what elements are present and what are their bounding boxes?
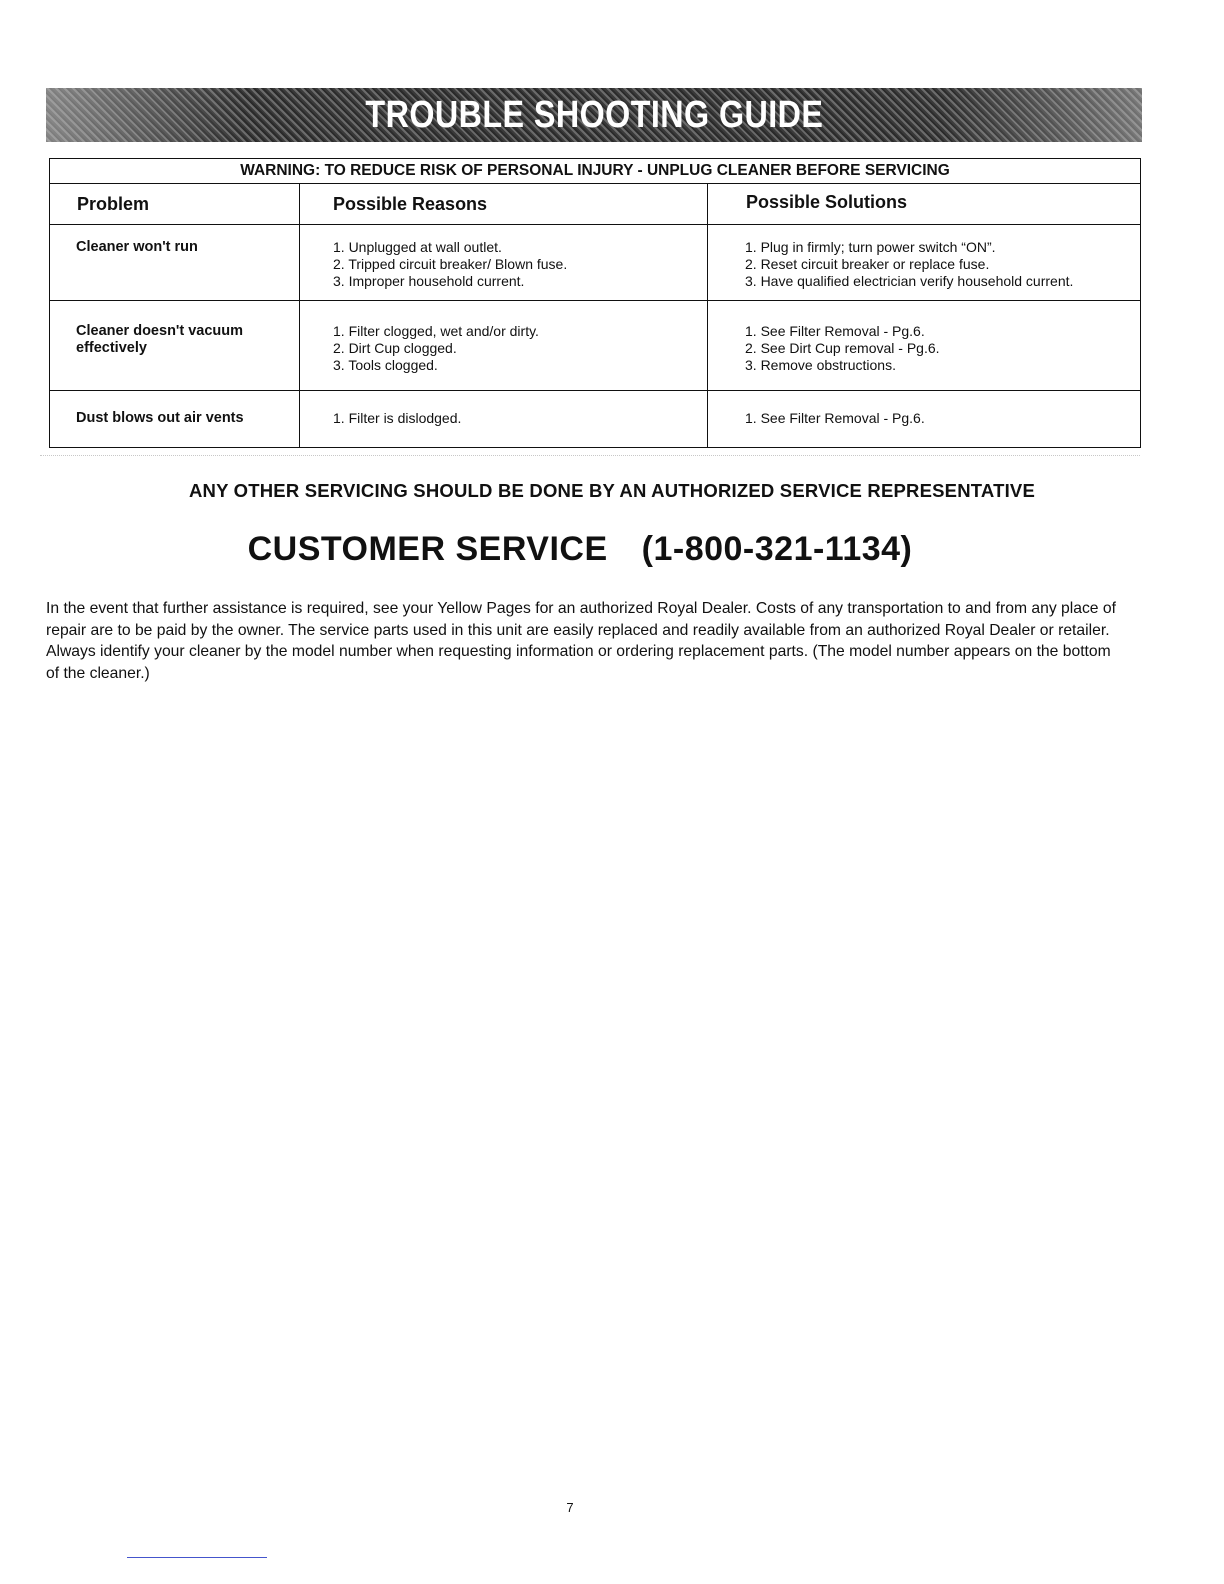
reason-line: 2. Dirt Cup clogged.	[333, 340, 457, 356]
solutions-cell	[708, 225, 1140, 301]
solution-line: 1. See Filter Removal - Pg.6.	[745, 323, 925, 339]
header-solutions: Possible Solutions	[708, 184, 1140, 225]
problem-cell	[50, 391, 300, 447]
reasons-cell	[300, 225, 708, 301]
reason-line: 3. Improper household current.	[333, 273, 525, 289]
problem-cell	[50, 225, 300, 301]
solution-line: 3. Have qualified electrician verify household current.	[745, 273, 1074, 289]
problem-line: Cleaner won't run	[76, 239, 198, 255]
service-paragraph: In the event that further assistance is required, see your Yellow Pages for an authorized Royal Dealer. Costs of any transportation to and from any place of repair are to be paid by the owner. The service parts used in this unit are easily replaced and readily available from an authorized Royal Dealer or retailer. Always identify your cleaner by the model number when requesting information or ordering replacement parts. (The model number appears on the bottom of the cleaner.)	[46, 600, 1116, 682]
service-notice: ANY OTHER SERVICING SHOULD BE DONE BY AN AUTHORIZED SERVICE REPRESENTATIVE	[188, 480, 1036, 501]
problem-line: Dust blows out air vents	[76, 410, 244, 426]
header-reasons: Possible Reasons	[300, 184, 708, 225]
solution-line: 2. See Dirt Cup removal - Pg.6.	[745, 340, 940, 356]
banner-texture-left	[46, 88, 246, 142]
guide-banner	[46, 88, 1142, 142]
customer-service-heading	[0, 530, 1160, 569]
solution-line: 1. See Filter Removal - Pg.6.	[745, 410, 925, 426]
reasons-cell	[300, 391, 708, 447]
bottom-rule	[127, 1557, 267, 1558]
reason-line: 1. Filter clogged, wet and/or dirty.	[333, 323, 539, 339]
problem-line: effectively	[76, 340, 147, 356]
table-grid	[50, 184, 1140, 447]
page-number: 7	[566, 1500, 574, 1515]
customer-service-label: CUSTOMER SERVICE	[247, 530, 608, 568]
header-problem: Problem	[50, 184, 300, 225]
solution-line: 1. Plug in firmly; turn power switch “ON”.	[745, 239, 996, 255]
scan-artifact-line	[40, 455, 1140, 456]
banner-texture-right	[942, 88, 1142, 142]
banner-title: TROUBLE SHOOTING GUIDE	[365, 93, 823, 136]
reason-line: 3. Tools clogged.	[333, 357, 438, 373]
customer-service-phone: (1-800-321-1134)	[641, 530, 913, 568]
warning-row: WARNING: TO REDUCE RISK OF PERSONAL INJURY - UNPLUG CLEANER BEFORE SERVICING	[50, 159, 1140, 184]
solutions-cell	[708, 301, 1140, 391]
problem-line: Cleaner doesn't vacuum	[76, 323, 244, 339]
reason-line: 1. Unplugged at wall outlet.	[333, 239, 502, 255]
reason-line: 1. Filter is dislodged.	[333, 410, 462, 426]
problem-cell	[50, 301, 300, 391]
reasons-cell	[300, 301, 708, 391]
troubleshooting-table	[49, 158, 1141, 448]
reason-line: 2. Tripped circuit breaker/ Blown fuse.	[333, 256, 568, 272]
solutions-cell	[708, 391, 1140, 447]
solution-line: 2. Reset circuit breaker or replace fuse.	[745, 256, 990, 272]
solution-line: 3. Remove obstructions.	[745, 357, 896, 373]
